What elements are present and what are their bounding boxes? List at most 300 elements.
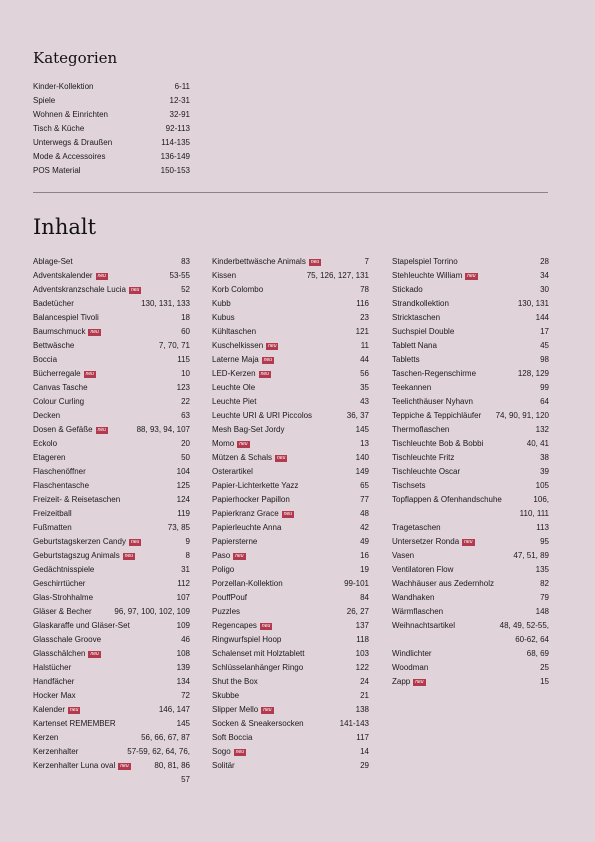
index-entry-pages: 57 (181, 775, 190, 784)
index-entry-pages: 99-101 (344, 579, 369, 588)
index-entry (212, 297, 369, 311)
index-entry-pages: 50 (181, 453, 190, 462)
index-entry (33, 549, 190, 563)
index-entry (212, 633, 369, 647)
index-entry-pages: 63 (181, 411, 190, 420)
index-entry-pages: 18 (181, 313, 190, 322)
index-entry-label: Windlichter (392, 649, 432, 658)
index-entry-name (33, 451, 65, 465)
index-entry-label: Wärmflaschen (392, 607, 444, 616)
category-name: Mode & Accessoires (33, 152, 106, 161)
index-entry-label: Topflappen & Ofenhandschuhe (392, 495, 502, 504)
neu-badge: neu (90, 329, 99, 335)
index-entry-name (33, 283, 141, 297)
index-entry (212, 269, 369, 283)
index-entry-name (33, 409, 60, 423)
index-entry (212, 605, 369, 619)
index-entry-name (212, 717, 304, 731)
category-pages: 136-149 (160, 152, 190, 161)
index-entry-pages: 22 (181, 397, 190, 406)
index-entry (33, 563, 190, 577)
index-entry-name (392, 255, 458, 269)
index-entry-name (392, 577, 494, 591)
index-entry (212, 353, 369, 367)
index-entry-name (33, 535, 141, 549)
index-entry-pages: 74, 90, 91, 120 (495, 411, 549, 420)
category-name: POS Material (33, 166, 81, 175)
index-entry-label: Papierhocker Papillon (212, 495, 290, 504)
index-entry-pages: 30 (540, 285, 549, 294)
index-entry-label: Tischleuchte Fritz (392, 453, 455, 462)
index-entry-label: Geschirrtücher (33, 579, 86, 588)
neu-badge: neu (97, 273, 106, 279)
index-entry-pages: 21 (360, 691, 369, 700)
index-entry-pages: 110, 111 (519, 509, 549, 518)
index-entry-pages: 83 (181, 257, 190, 266)
index-entry (33, 633, 190, 647)
index-entry-label: Kinderbettwäsche Animals (212, 257, 306, 266)
category-name: Wohnen & Einrichten (33, 110, 109, 119)
index-entry (392, 493, 549, 507)
index-entry (392, 325, 549, 339)
index-entry-pages: 19 (360, 565, 369, 574)
category-row (33, 122, 190, 136)
index-entry (392, 311, 549, 325)
index-entry (212, 619, 369, 633)
index-entry-pages: 130, 131 (517, 299, 549, 308)
index-entry-pages: 14 (360, 747, 369, 756)
index-entry-name (392, 423, 449, 437)
index-column-2 (212, 255, 369, 773)
category-row (33, 150, 190, 164)
index-entry-pages: 43 (360, 397, 369, 406)
index-entry-name (212, 647, 305, 661)
index-entry-pages: 123 (176, 383, 190, 392)
index-entry-label: Slipper Mello (212, 705, 259, 714)
neu-badge: neu (277, 455, 286, 461)
index-entry (212, 689, 369, 703)
index-entry-pages: 34 (540, 271, 549, 280)
index-entry-pages: 77 (360, 495, 369, 504)
index-entry (33, 717, 190, 731)
index-entry-pages: 9 (185, 537, 190, 546)
index-entry-pages: 80, 81, 86 (154, 761, 190, 770)
index-entry-label: Glaskaraffe und Gläser-Set (33, 621, 130, 630)
index-entry-pages: 132 (535, 425, 549, 434)
index-entry (392, 479, 549, 493)
index-entry (33, 521, 190, 535)
index-entry-label: Kissen (212, 271, 237, 280)
index-entry-name (33, 465, 86, 479)
index-entry (392, 297, 549, 311)
index-entry (212, 395, 369, 409)
index-entry-pages: 82 (540, 579, 549, 588)
index-entry (33, 647, 190, 661)
index-entry-name (33, 591, 93, 605)
index-entry-pages: 106, (533, 495, 549, 504)
index-entry-name (33, 325, 101, 339)
index-entry-name (33, 395, 84, 409)
index-entry-pages: 68, 69 (526, 649, 549, 658)
index-entry-name (33, 759, 131, 773)
index-entry-label: Tragetaschen (392, 523, 441, 532)
index-entry-name (212, 731, 252, 745)
index-entry-name (392, 465, 460, 479)
index-entry-name (212, 759, 235, 773)
index-entry-label: Papierkranz Grace (212, 509, 279, 518)
index-entry-name (392, 605, 443, 619)
index-entry-label: Glasschale Groove (33, 635, 102, 644)
index-entry-name (212, 367, 271, 381)
index-entry-name (33, 381, 88, 395)
index-entry-name (33, 619, 130, 633)
index-entry-pages: 104 (176, 467, 190, 476)
index-entry-name (392, 675, 426, 689)
index-entry (212, 437, 369, 451)
index-entry (392, 451, 549, 465)
index-entry (33, 437, 190, 451)
index-entry-pages: 17 (540, 327, 549, 336)
index-entry-name (212, 521, 281, 535)
index-entry-name (33, 703, 80, 717)
index-entry-label: Gedächtnisspiele (33, 565, 95, 574)
index-entry-pages: 141-143 (339, 719, 369, 728)
index-entry-label: Geburtstagszug Animals (33, 551, 120, 560)
index-entry-name (212, 689, 239, 703)
index-entry-label: Stickado (392, 285, 423, 294)
index-entry-label: Woodman (392, 663, 429, 672)
index-entry-pages: 65 (360, 481, 369, 490)
index-entry-name (212, 423, 284, 437)
neu-badge: neu (263, 707, 272, 713)
index-entry (392, 675, 549, 689)
index-entry-name (33, 563, 94, 577)
index-entry (392, 339, 549, 353)
index-entry-label: Kühltaschen (212, 327, 257, 336)
index-entry-pages: 13 (360, 439, 369, 448)
index-entry-pages: 128, 129 (517, 369, 549, 378)
index-entry-label: Solitär (212, 761, 235, 770)
index-entry (33, 325, 190, 339)
index-entry-name (212, 535, 257, 549)
index-entry (392, 269, 549, 283)
index-entry (212, 647, 369, 661)
index-entry-label: Kerzenhalter Luna oval (33, 761, 116, 770)
index-entry (33, 423, 190, 437)
index-entry (33, 381, 190, 395)
index-entry-name (392, 493, 502, 507)
neu-badge: neu (90, 651, 99, 657)
index-entry-name (392, 535, 475, 549)
index-entry-pages: 107 (176, 593, 190, 602)
index-entry-name (392, 563, 453, 577)
index-entry-pages: 16 (360, 551, 369, 560)
neu-badge: neu (235, 553, 244, 559)
index-entry (33, 409, 190, 423)
index-entry-pages: 64 (540, 397, 549, 406)
index-entry-pages: 7 (364, 257, 369, 266)
neu-badge: neu (130, 287, 140, 293)
index-entry-name (392, 661, 428, 675)
index-entry-label: Ventilatoren Flow (392, 565, 454, 574)
index-entry-name (212, 451, 287, 465)
index-entry-name (212, 325, 256, 339)
category-name: Unterwegs & Draußen (33, 138, 113, 147)
index-entry (212, 563, 369, 577)
index-entry-label: Papier-Lichterkette Yazz (212, 481, 299, 490)
neu-badge: neu (464, 539, 473, 545)
index-entry-name (212, 395, 256, 409)
category-row (33, 136, 190, 150)
category-row (33, 80, 190, 94)
index-entry-name (392, 339, 437, 353)
neu-badge: neu (120, 763, 129, 769)
index-entry (33, 773, 190, 787)
index-entry (33, 297, 190, 311)
index-entry-label: Papiersterne (212, 537, 258, 546)
index-entry-label: Adventskranzschale Lucia (33, 285, 126, 294)
index-entry-name (33, 507, 72, 521)
index-entry-label: Handfächer (33, 677, 75, 686)
index-entry-pages: 103 (355, 649, 369, 658)
index-entry-name (33, 437, 57, 451)
index-entry-label: Glasschälchen (33, 649, 86, 658)
index-entry-pages: 39 (540, 467, 549, 476)
index-entry (212, 479, 369, 493)
index-column-1 (33, 255, 190, 787)
index-entry-pages: 73, 85 (167, 523, 190, 532)
index-entry (212, 325, 369, 339)
index-entry-label: Kubb (212, 299, 231, 308)
index-entry (33, 507, 190, 521)
index-entry-pages: 99 (540, 383, 549, 392)
neu-badge: neu (467, 273, 476, 279)
index-entry-label: Suchspiel Double (392, 327, 455, 336)
index-entry-name (212, 703, 274, 717)
index-entry (33, 479, 190, 493)
index-entry-pages: 20 (181, 439, 190, 448)
index-entry-label: Skubbe (212, 691, 240, 700)
index-entry (212, 507, 369, 521)
index-entry (33, 661, 190, 675)
index-entry-pages: 7, 70, 71 (158, 341, 190, 350)
index-entry-pages: 121 (355, 327, 369, 336)
index-entry-pages: 144 (535, 313, 549, 322)
index-entry-label: Bücherregale (33, 369, 81, 378)
index-entry-name (212, 297, 231, 311)
index-entry-label: Colour Curling (33, 397, 85, 406)
category-name: Tisch & Küche (33, 124, 85, 133)
index-entry-name (392, 367, 476, 381)
index-entry (392, 353, 549, 367)
index-entry (392, 591, 549, 605)
index-entry (392, 605, 549, 619)
index-entry (33, 745, 190, 759)
index-entry-pages: 124 (176, 495, 190, 504)
category-pages: 6-11 (174, 82, 190, 91)
index-entry-label: Schlüsselanhänger Ringo (212, 663, 304, 672)
index-entry (392, 283, 549, 297)
index-entry (212, 759, 369, 773)
index-entry-pages: 36, 37 (346, 411, 369, 420)
index-entry-pages: 52 (181, 285, 190, 294)
index-entry-pages: 84 (360, 593, 369, 602)
neu-badge: neu (97, 427, 106, 433)
neu-badge: neu (263, 357, 273, 363)
index-entry-label: Puzzles (212, 607, 241, 616)
neu-badge: neu (130, 539, 140, 545)
index-entry-name (392, 647, 432, 661)
kategorien-list (33, 80, 190, 178)
index-entry-name (33, 745, 78, 759)
index-entry-label: Kartenset REMEMBER (33, 719, 116, 728)
category-pages: 114-135 (161, 138, 190, 147)
index-entry-label: Halstücher (33, 663, 72, 672)
index-entry (392, 647, 549, 661)
index-entry-pages: 109 (176, 621, 190, 630)
index-entry-name (212, 339, 278, 353)
index-entry-pages: 46 (181, 635, 190, 644)
index-entry (392, 619, 549, 633)
index-entry-name (212, 255, 321, 269)
index-entry-pages: 145 (355, 425, 369, 434)
index-entry-label: Teppiche & Teppichläufer (392, 411, 482, 420)
index-entry-label: Tischleuchte Oscar (392, 467, 461, 476)
index-entry-label: Weihnachtsartikel (392, 621, 455, 630)
index-entry-label: Schalenset mit Holztablett (212, 649, 305, 658)
index-entry-pages: 78 (360, 285, 369, 294)
index-entry-name (33, 647, 101, 661)
index-entry-label: Eckolo (33, 439, 58, 448)
index-entry-label: Teelichthäuser Nyhavn (392, 397, 473, 406)
index-entry-pages: 130, 131, 133 (141, 299, 190, 308)
neu-badge: neu (268, 343, 277, 349)
index-entry (392, 409, 549, 423)
index-entry-label: Freizeit- & Reisetaschen (33, 495, 121, 504)
index-entry-pages: 23 (360, 313, 369, 322)
index-entry-label: Flaschenöffner (33, 467, 86, 476)
index-entry-pages: 79 (540, 593, 549, 602)
index-entry (33, 353, 190, 367)
index-entry-label: Geburtstagskerzen Candy (33, 537, 126, 546)
index-entry-name (392, 269, 478, 283)
index-entry-pages: 72 (181, 691, 190, 700)
index-entry-pages: 42 (360, 523, 369, 532)
index-entry-label: Leuchte URI & URI Piccolos (212, 411, 313, 420)
index-entry (212, 311, 369, 325)
index-entry-name (33, 675, 74, 689)
neu-badge: neu (415, 679, 424, 685)
index-entry (392, 367, 549, 381)
index-entry-name (392, 297, 449, 311)
index-entry-pages: 24 (360, 677, 369, 686)
index-entry-pages: 95 (540, 537, 549, 546)
index-entry-label: Badetücher (33, 299, 74, 308)
index-entry-pages: 48, 49, 52-55, (499, 621, 549, 630)
index-column-3 (392, 255, 549, 689)
index-entry-pages: 146, 147 (158, 705, 190, 714)
index-entry-label: Osterartikel (212, 467, 253, 476)
index-entry-pages: 115 (177, 355, 190, 364)
index-entry-pages: 112 (177, 579, 190, 588)
index-entry-pages: 108 (176, 649, 190, 658)
category-row (33, 94, 190, 108)
index-entry (392, 255, 549, 269)
index-entry (33, 731, 190, 745)
index-entry-name (212, 465, 253, 479)
index-entry (33, 689, 190, 703)
index-entry-name (33, 479, 89, 493)
index-entry-name (212, 269, 236, 283)
index-entry (212, 409, 369, 423)
index-entry-name (392, 325, 454, 339)
index-entry-pages: 48 (360, 509, 369, 518)
index-entry-label: Flaschentasche (33, 481, 90, 490)
index-entry-label: Tischsets (392, 481, 426, 490)
index-entry-name (33, 549, 135, 563)
index-entry-pages: 134 (176, 677, 190, 686)
index-entry-name (392, 311, 440, 325)
category-name: Kinder-Kollektion (33, 82, 94, 91)
index-entry (33, 675, 190, 689)
index-entry (212, 703, 369, 717)
category-pages: 12-31 (169, 96, 190, 105)
index-entry (33, 591, 190, 605)
index-entry-label: Laterne Maja (212, 355, 259, 364)
index-entry-pages: 45 (540, 341, 549, 350)
index-entry-name (392, 353, 420, 367)
index-entry (212, 731, 369, 745)
section-divider (33, 192, 548, 193)
index-entry-name (392, 619, 455, 633)
index-entry-label: Untersetzer Ronda (392, 537, 460, 546)
index-entry-name (33, 367, 96, 381)
neu-badge: neu (235, 749, 245, 755)
index-entry (392, 437, 549, 451)
index-entry-label: Dosen & Gefäße (33, 425, 93, 434)
index-entry (33, 535, 190, 549)
index-entry (392, 395, 549, 409)
index-entry-name (212, 605, 240, 619)
index-entry (33, 465, 190, 479)
index-entry (212, 675, 369, 689)
index-entry (33, 283, 190, 297)
index-entry-pages: 122 (355, 663, 369, 672)
neu-badge: neu (124, 553, 134, 559)
index-entry-pages: 117 (356, 733, 369, 742)
index-entry-label: PouffPouf (212, 593, 247, 602)
index-entry-label: Porzellan-Kollektion (212, 579, 283, 588)
index-entry-pages: 56, 66, 67, 87 (141, 733, 190, 742)
index-entry-name (212, 409, 312, 423)
index-entry (212, 521, 369, 535)
index-entry (33, 395, 190, 409)
neu-badge: neu (283, 511, 293, 517)
index-entry-label: Adventskalender (33, 271, 93, 280)
index-entry (33, 493, 190, 507)
index-entry-name (212, 493, 290, 507)
index-entry (212, 339, 369, 353)
index-entry-label: Zapp (392, 677, 411, 686)
neu-badge: neu (70, 707, 79, 713)
index-entry (392, 381, 549, 395)
category-pages: 92-113 (165, 124, 190, 133)
index-entry (212, 381, 369, 395)
index-entry-label: Momo (212, 439, 235, 448)
index-entry (392, 535, 549, 549)
index-entry-label: Mesh Bag-Set Jordy (212, 425, 285, 434)
index-entry-pages: 125 (176, 481, 190, 490)
